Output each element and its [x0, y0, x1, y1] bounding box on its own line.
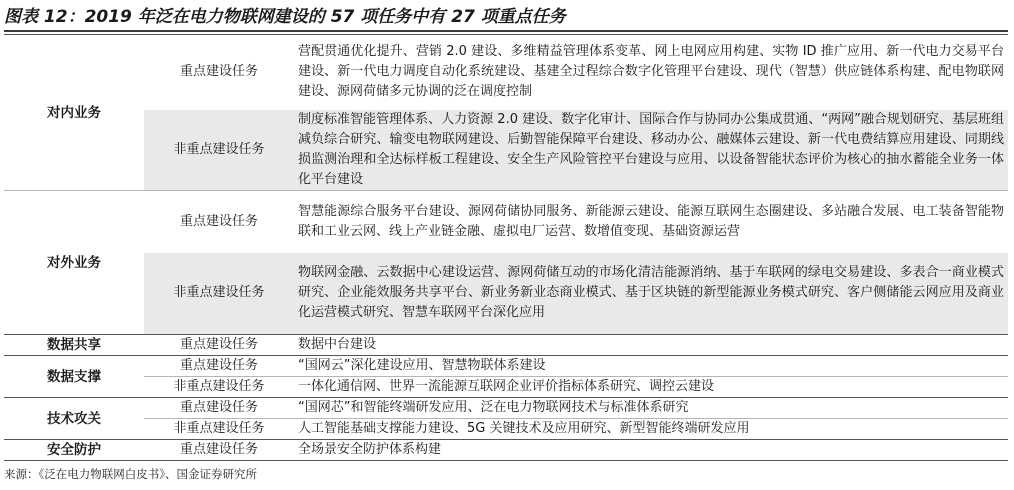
task-type-cell: 重点建设任务 [144, 356, 294, 377]
category-cell: 数据支撑 [4, 356, 144, 398]
category-cell: 对内业务 [4, 35, 144, 191]
task-type-cell: 非重点建设任务 [144, 419, 294, 440]
task-desc-cell: 全场景安全防护体系构建 [294, 440, 1008, 461]
task-table [4, 34, 1008, 461]
task-desc-cell: 智慧能源综合服务平台建设、源网荷储协同服务、新能源云建设、能源互联网生态圈建设、多站融合发展、电工装备智能物联和工业云网、线上产业链金融、虚拟电厂运营、数增值变现、基础资源运营 [294, 191, 1008, 253]
task-type-cell: 非重点建设任务 [144, 253, 294, 335]
table-row [4, 398, 1008, 419]
chart-title: 图表 12：2019 年泛在电力物联网建设的 57 项任务中有 27 项重点任务 [4, 6, 1008, 32]
task-type-cell: 非重点建设任务 [144, 110, 294, 191]
task-type-cell: 重点建设任务 [144, 35, 294, 110]
table-row [4, 377, 1008, 398]
task-type-cell: 重点建设任务 [144, 440, 294, 461]
task-type-cell: 重点建设任务 [144, 335, 294, 356]
task-desc-cell: 人工智能基础支撑能力建设、5G 关键技术及应用研究、新型智能终端研发应用 [294, 419, 1008, 440]
category-cell: 技术攻关 [4, 398, 144, 440]
table-row [4, 110, 1008, 191]
task-desc-cell: 一体化通信网、世界一流能源互联网企业评价指标体系研究、调控云建设 [294, 377, 1008, 398]
task-desc-cell: 物联网金融、云数据中心建设运营、源网荷储互动的市场化清洁能源消纳、基于车联网的绿电交易建设、多表合一商业模式研究、企业能效服务共享平台、新业务新业态商业模式、基于区块链的新型能源业务模式研究、客户侧储能云网应用及商业化运营模式研究、智慧车联网平台深化应用 [294, 253, 1008, 335]
category-cell: 对外业务 [4, 191, 144, 335]
task-type-cell: 重点建设任务 [144, 398, 294, 419]
table-row [4, 191, 1008, 253]
category-cell: 数据共享 [4, 335, 144, 356]
category-cell: 安全防护 [4, 440, 144, 461]
task-desc-cell: 数据中台建设 [294, 335, 1008, 356]
table-row [4, 356, 1008, 377]
task-desc-cell: “国网芯”和智能终端研发应用、泛在电力物联网技术与标准体系研究 [294, 398, 1008, 419]
task-desc-cell: 制度标准智能管理体系、人力资源 2.0 建设、数字化审计、国际合作与协同办公集成贯通、“两网”融合规划研究、基层班组减负综合研究、输变电物联网建设、后勤智能保障平台建设、移动办公、融媒体云建设、新一代电费结算应用建设、同期线损监测治理和全达标样板工程建设、安全生产风险管控平台建设与应用、以设备智能状态评价为核心的抽水蓄能全业务一体化平台建设 [294, 110, 1008, 191]
table-row [4, 440, 1008, 461]
table-row [4, 419, 1008, 440]
table-row [4, 253, 1008, 335]
table-row [4, 35, 1008, 110]
task-type-cell: 重点建设任务 [144, 191, 294, 253]
task-desc-cell: 营配贯通优化提升、营销 2.0 建设、多维精益管理体系变革、网上电网应用构建、实物 ID 推广应用、新一代电力交易平台建设、新一代电力调度自动化系统建设、基建全过程综合数字化管理平台建设、现代（智慧）供应链体系构建、配电物联网建设、源网荷储多元协调的泛在调度控制 [294, 35, 1008, 110]
source-note: 来源：《泛在电力物联网白皮书》、国金证券研究所 [4, 467, 257, 481]
task-desc-cell: “国网云”深化建设应用、智慧物联体系建设 [294, 356, 1008, 377]
task-type-cell: 非重点建设任务 [144, 377, 294, 398]
table-row [4, 335, 1008, 356]
